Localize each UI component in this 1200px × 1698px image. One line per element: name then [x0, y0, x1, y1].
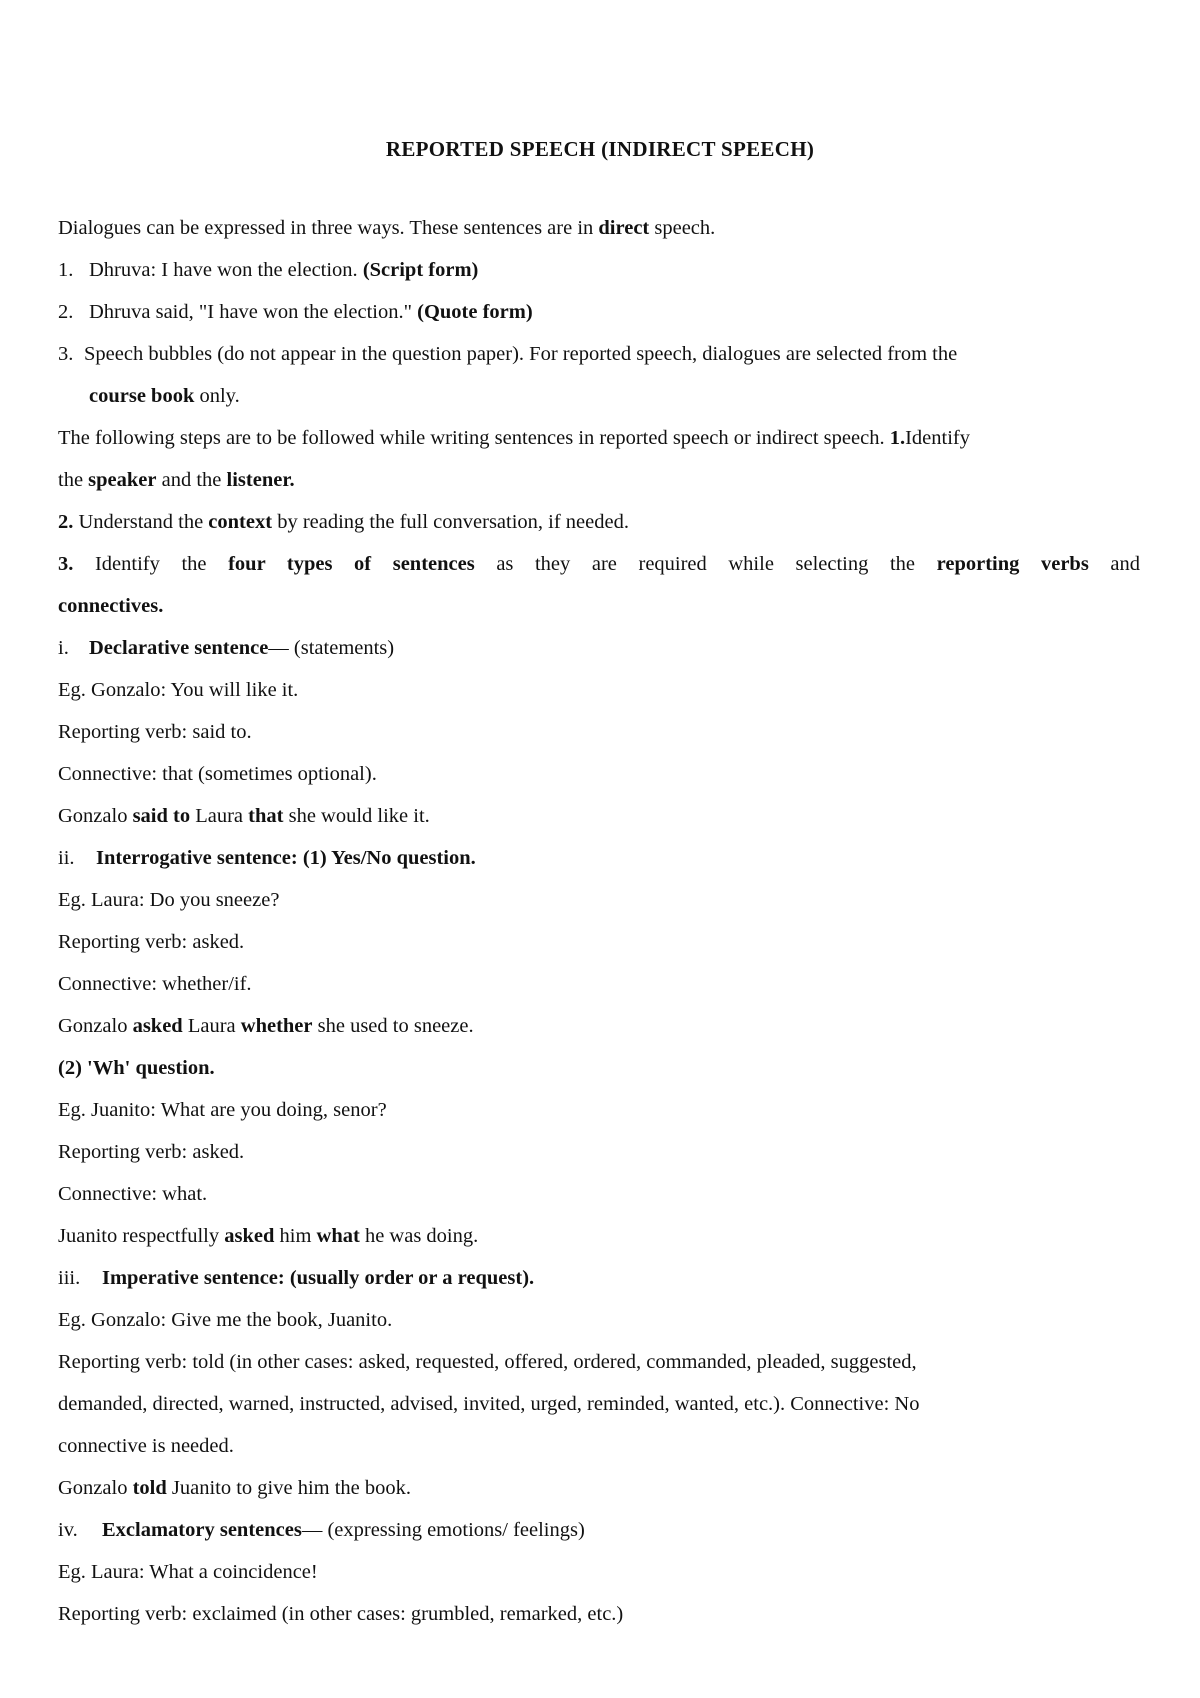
declarative-reported — [58, 795, 1140, 837]
exclamatory-note: — (expressing emotions/ feelings) — [301, 1519, 585, 1541]
steps-text: The following steps are to be followed while writing sentences in reported speech or indirect speech. — [58, 427, 890, 449]
imperative-example: Eg. Gonzalo: Give me the book, Juanito. — [58, 1309, 393, 1331]
steps-text: and the — [156, 469, 227, 491]
document-body — [58, 207, 1140, 1635]
declarative-heading — [58, 627, 1140, 669]
interrogative-reporting-verb: Reporting verb: asked. — [58, 931, 245, 953]
bold-listener: listener. — [226, 469, 295, 491]
text: Juanito respectfully — [58, 1225, 225, 1247]
list-bold-label: (Script form) — [362, 259, 479, 281]
wh-question-heading — [58, 1047, 1140, 1089]
steps-text: the — [58, 469, 89, 491]
interrogative-title: Interrogative sentence: (1) Yes/No question. — [96, 847, 476, 869]
text: him — [274, 1225, 317, 1247]
step-1-number: 1. — [889, 427, 906, 449]
list-bold-label: (Quote form) — [417, 301, 533, 323]
list-text: Speech bubbles (do not appear in the question paper). For reported speech, dialogues are selected from the — [84, 343, 958, 365]
text: Laura — [182, 1015, 241, 1037]
declarative-title: Declarative sentence — [89, 637, 269, 659]
intro-text-end: speech. — [649, 217, 716, 239]
list-item-2 — [58, 291, 1140, 333]
exclamatory-title: Exclamatory sentences — [102, 1519, 302, 1541]
imperative-title: Imperative sentence: (usually order or a request). — [102, 1267, 535, 1289]
roman-numeral: iv. — [58, 1519, 78, 1541]
steps-text: as they are required while selecting the — [474, 553, 937, 575]
intro-bold-direct: direct — [598, 217, 650, 239]
wh-example: Eg. Juanito: What are you doing, senor? — [58, 1099, 387, 1121]
imperative-heading — [58, 1257, 1140, 1299]
list-item-3 — [58, 333, 1140, 375]
steps-text: Identify the — [73, 553, 229, 575]
list-number: 2. — [58, 301, 74, 323]
list-item-3-continued — [58, 375, 1140, 417]
declarative-example: Eg. Gonzalo: You will like it. — [58, 679, 299, 701]
steps-text: Identify — [905, 427, 970, 449]
declarative-connective: Connective: that (sometimes optional). — [58, 763, 377, 785]
steps-paragraph-continued — [58, 459, 1140, 501]
step-3 — [58, 543, 1140, 585]
imperative-reporting-verb-line-2: demanded, directed, warned, instructed, advised, invited, urged, reminded, wanted, etc.). Connective: No — [58, 1393, 920, 1415]
intro-paragraph — [58, 207, 1140, 249]
bold-four-types: four types of sentences — [228, 553, 475, 575]
bold-connective: that — [248, 805, 284, 827]
steps-text: and — [1088, 553, 1140, 575]
bold-reporting-verbs: reporting verbs — [936, 553, 1089, 575]
text: Gonzalo — [58, 1015, 133, 1037]
text: she used to sneeze. — [312, 1015, 474, 1037]
list-text: Dhruva said, "I have won the election." — [89, 301, 418, 323]
declarative-note: — (statements) — [268, 637, 395, 659]
interrogative-reported — [58, 1005, 1140, 1047]
bold-verb: asked — [224, 1225, 275, 1247]
step-2 — [58, 501, 1140, 543]
exclamatory-reporting-verb: Reporting verb: exclaimed (in other cases: grumbled, remarked, etc.) — [58, 1603, 624, 1625]
bold-verb: told — [132, 1477, 167, 1499]
list-text: only. — [194, 385, 240, 407]
intro-text: Dialogues can be expressed in three ways. These sentences are in — [58, 217, 599, 239]
wh-connective: Connective: what. — [58, 1183, 208, 1205]
interrogative-example: Eg. Laura: Do you sneeze? — [58, 889, 280, 911]
text: he was doing. — [359, 1225, 479, 1247]
imperative-reported — [58, 1467, 1140, 1509]
list-bold-course-book: course book — [89, 385, 195, 407]
text: Laura — [190, 805, 249, 827]
declarative-reporting-verb: Reporting verb: said to. — [58, 721, 252, 743]
bold-verb: said to — [132, 805, 191, 827]
exclamatory-heading — [58, 1509, 1140, 1551]
roman-numeral: iii. — [58, 1267, 81, 1289]
wh-question-title: (2) 'Wh' question. — [58, 1057, 215, 1079]
interrogative-connective: Connective: whether/if. — [58, 973, 252, 995]
steps-text: by reading the full conversation, if needed. — [272, 511, 629, 533]
text: she would like it. — [283, 805, 430, 827]
wh-reporting-verb: Reporting verb: asked. — [58, 1141, 245, 1163]
exclamatory-example: Eg. Laura: What a coincidence! — [58, 1561, 318, 1583]
list-number: 3. — [58, 343, 74, 365]
steps-text: Understand the — [73, 511, 209, 533]
imperative-reporting-verb-line-3: connective is needed. — [58, 1435, 234, 1457]
bold-context: context — [208, 511, 273, 533]
text: Juanito to give him the book. — [166, 1477, 412, 1499]
step-2-number: 2. — [58, 511, 74, 533]
bold-verb: asked — [132, 1015, 183, 1037]
step-3-number: 3. — [58, 553, 74, 575]
imperative-reporting-verb-line-1: Reporting verb: told (in other cases: asked, requested, offered, ordered, commanded, pleaded, suggested, — [58, 1351, 917, 1373]
interrogative-heading — [58, 837, 1140, 879]
steps-paragraph — [58, 417, 1140, 459]
bold-connectives: connectives. — [58, 595, 164, 617]
list-number: 1. — [58, 259, 74, 281]
wh-reported — [58, 1215, 1140, 1257]
roman-numeral: i. — [58, 637, 69, 659]
list-item-1 — [58, 249, 1140, 291]
bold-connective: whether — [240, 1015, 313, 1037]
bold-speaker: speaker — [88, 469, 157, 491]
list-text: Dhruva: I have won the election. — [89, 259, 363, 281]
step-3-continued — [58, 585, 1140, 627]
page-title: REPORTED SPEECH (INDIRECT SPEECH) — [385, 137, 815, 161]
text: Gonzalo — [58, 805, 133, 827]
text: Gonzalo — [58, 1477, 133, 1499]
bold-connective: what — [316, 1225, 360, 1247]
roman-numeral: ii. — [58, 847, 75, 869]
